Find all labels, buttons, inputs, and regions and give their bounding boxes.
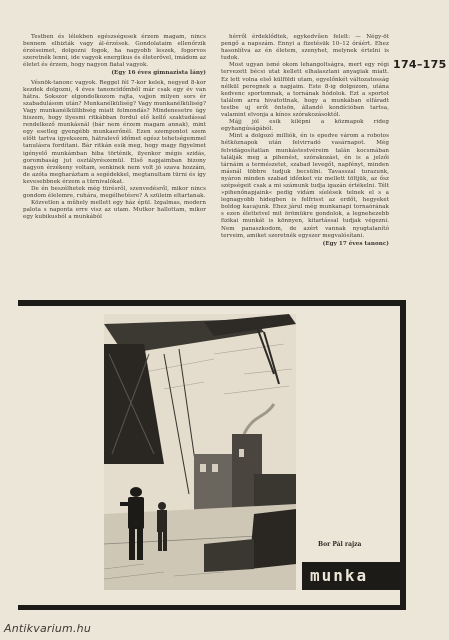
signature-tanonc: (Egy 17 éves tanonc) [322, 240, 389, 247]
right-paragraph: hérről érdeklődtek, egykedvűen felelt: — Négy-öt pengő a napszám. Ennyi a fizetésük 10–12 óráért. Ehez hasonlítva az én életem, szenyhet, melynek értelni is tudok. [221, 34, 389, 62]
harbor-drawing-illustration [104, 314, 296, 590]
left-paragraph: Közvetlen a műhely mellett egy ház épül. Izgalmas, modern palota s naponta erre visz az utam. Mutkor hallottam, mikor egy kubikusból a munkából [23, 200, 206, 221]
top-rule [18, 300, 403, 306]
page-number: 174–175 [393, 58, 447, 71]
signature-gimnazista: (Egy 16 éves gimnazista lány) [111, 70, 206, 77]
right-paragraph: Májj jól esik kilépni a közmapok rideg egyhangúságából. [221, 119, 389, 133]
illustration-caption: Bor Pál rajza [318, 541, 362, 548]
right-text-column [221, 34, 389, 250]
section-title: munka [310, 566, 369, 585]
watermark: Antikvarium.hu [4, 622, 91, 635]
bottom-rule [18, 605, 406, 610]
left-paragraph: De én beszélhetek még türésről, szenvedésről, mikor nincs gondom élelemre, ruhára, megélhetésre? A szüleim eltartanak. [23, 185, 206, 200]
left-text-column [23, 34, 206, 221]
left-paragraph: Testben és lélekben egészségesek érzem magam, nincs bennem elbizták vagy ál-érzések. Gondolataim ellenőrzik érzéseimet, dolgozni fogok, ha nagyobb leszek, fogorvos szeretnék lenni, ide vagyok energikus és életerővel, imádom az életet és érzem, hogy nagyon fiatal vagyok. [23, 34, 206, 69]
side-rule [400, 300, 406, 610]
left-paragraph: Vésnök-tanonc vagyok. Reggel fél 7-kor kelek, negyed 8-kor kezdek dolgozni, 4 éves tanoncidőmből már csak egy év van hátra. Sokszor elgondolkozom rajta, vajjon milyen sors ér szabadulásom után? Munkanélküliség? Vagy munkanélküliség? Vagy munkanélkülibbség miatt felmondás? Mindenesetre úgy hiszem, hogy ilyesmi ritkábban fordul elő kellő szaktudással rendelkező munkásnál (bár nem érzem magam annak), mint egy esetleg gyengébb munkaerőnél. Ezen szempontot szem előtt tartva igyekszem, hátralevő időmet egész tehetségemmel tanulásra fordítani. Bár ritkán esik meg, hogy magy figyelmet igényelő munkámban hiba történik, ilyenkor mégis szidás, gorombaság jut osztályrészemül. Első napjaimban bizony nagyon érzékeny voltam, senkinek nem volt jó szava hozzám, de azóta megharáztam a segédekkel, megtanultam türni és így kevesebbnek érzem a türnivalókat. [23, 79, 206, 185]
right-paragraph: Most ugyan ismé okom lehangoltságra, mert egy régi tervezett bécsi utat kellett elhalasztani anyagiak miatt. Ez lett volna első külföldi utam, egyelőnkét változatosság nélkül peregnek a napjaim. Este 8-ig dolgozom, utána kedvenc sportomnak, a tornának hódolok. Ezt a sportot találom arra hivatottnak, hogy a munkában elfáradt testbe uj erőt öntsön, állandó kondícióban tartsa, valamint elvonja a kínos szórakozásoktól. [221, 62, 389, 119]
right-paragraph: Mint a dolgozó milliók, én is epedve várom a robotos hétköznapok után felvirradó vasárnapot. Még felvidágosítatlan munkástestvéreim talán kocsmában találják meg a pihenést, szórakozást, én is a jelzői tárnáim a természetet, szabad levegőt, napfényt, minden másnál többre tudjuk becsülni. Tavasszal turazunk, nyáron minden szabad időnket viz mellett töltjük, az ősz szépségeit csak a mi számunk tudja igazán értékelni. Télt »pihenőnapjaink« pedig vidám síelések telnek el s a legnagyobb hidegben is felfrisst az erdőt, hegyeket boldog kacajunk. Ehez járul még munkanapi tornaórának s ezen élettetvel mit örömükre gondolok, a legnehezebb fizikai munkát is könnyen, kitartással tudjak végezni. Nem panaszkodom, de azért vannak nyugtalanító terveim, amiket szeretnék egyszer megvalósítani. [221, 133, 389, 239]
